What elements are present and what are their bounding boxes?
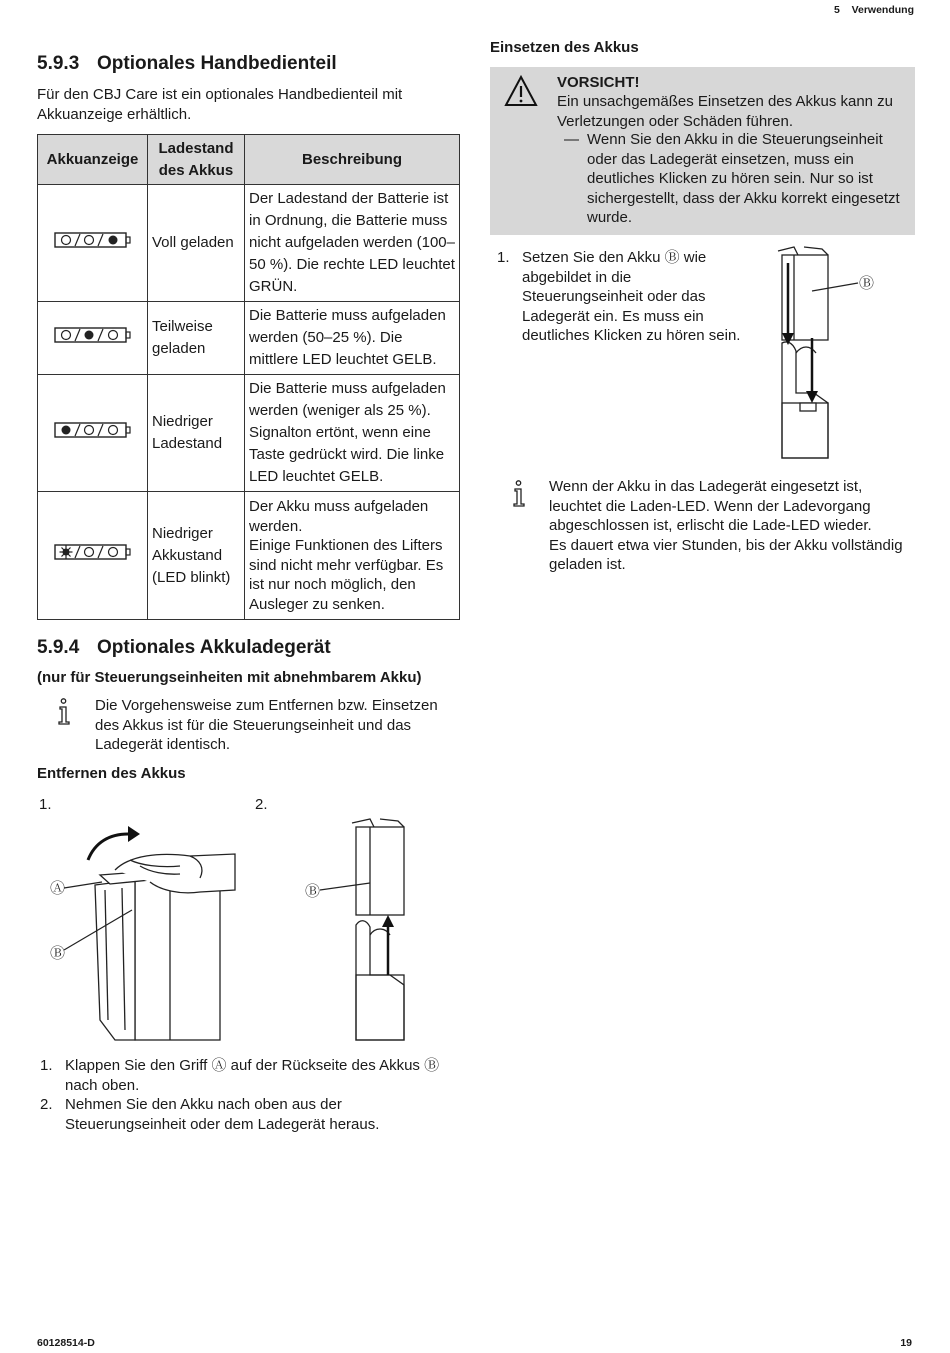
list-item xyxy=(40,1056,440,1095)
list-item xyxy=(40,1095,440,1134)
table-row xyxy=(38,302,460,375)
callout-b: Ⓑ xyxy=(50,945,66,962)
description: Der Ladestand der Batterie ist in Ordnung, die Batterie muss nicht aufgeladen werden (100–50 %). Die rechte LED leuchtet GRÜN. xyxy=(245,185,460,302)
description: Die Batterie muss aufgeladen werden (50–25 %). Die mittlere LED leuchtet GELB. xyxy=(245,302,460,375)
battery-low-icon xyxy=(38,375,148,492)
charge-state: Niedriger Ladestand xyxy=(148,375,245,492)
description: Die Batterie muss aufgeladen werden (weniger als 25 %). Signalton ertönt, wenn eine Taste gedrückt wird. Die linke LED leuchtet GELB. xyxy=(245,375,460,492)
battery-partial-icon xyxy=(38,302,148,375)
remove-steps xyxy=(40,1056,440,1134)
info-icon xyxy=(57,698,73,726)
chapter-number: 5 xyxy=(834,4,840,16)
table-row xyxy=(38,375,460,492)
doc-id: 60128514-D xyxy=(37,1337,95,1349)
insert-heading: Einsetzen des Akkus xyxy=(490,39,639,56)
caution-text: Ein unsachgemäßes Einsetzen des Akkus kann zu Verletzungen oder Schäden führen. xyxy=(557,93,894,130)
col-header: Beschreibung xyxy=(245,135,460,185)
col-header: Ladestand des Akkus xyxy=(148,135,245,185)
insert-steps xyxy=(497,248,747,346)
chapter-title: Verwendung xyxy=(851,4,914,16)
battery-blinking-icon xyxy=(38,492,148,620)
battery-full-icon xyxy=(38,185,148,302)
table-header-row xyxy=(38,135,460,185)
info-icon xyxy=(512,480,528,508)
step-text: Setzen Sie den Akku Ⓑ wie abgebildet in die Steuerungseinheit oder das Ladegerät ein. Es muss ein deutliches Klicken zu hören sein. xyxy=(522,249,741,344)
page-number: 19 xyxy=(900,1337,912,1349)
callout-b: Ⓑ xyxy=(305,883,321,900)
info-text: Wenn der Akku in das Ladegerät eingesetzt ist, leuchtet die Laden-LED. Wenn der Ladevorgang abgeschlossen ist, erlischt die Lade-LED wieder. Es dauert etwa vier Stunden, bis der Akku vollständig geladen ist. xyxy=(549,478,903,573)
step-number: 2. xyxy=(40,1096,53,1113)
step-number: 1. xyxy=(497,249,510,266)
table-row xyxy=(38,185,460,302)
caution-dash: — xyxy=(564,131,579,148)
remove-heading: Entfernen des Akkus xyxy=(37,765,186,782)
step-text: Nehmen Sie den Akku nach oben aus der Steuerungseinheit oder dem Ladegerät heraus. xyxy=(65,1096,380,1133)
caution-bullet: Wenn Sie den Akku in die Steuerungseinheit oder das Ladegerät einsetzen, muss ein deutliches Klicken zu hören sein. Nur so ist sichergestellt, dass der Akku korrekt eingesetzt wurde. xyxy=(587,131,900,226)
description: Der Akku muss aufgeladen werden. Einige Funktionen des Lifters sind nicht mehr verfügbar. Es ist nur noch möglich, den Ausleger zu senken. xyxy=(245,492,460,620)
section-title: Optionales Akkuladegerät xyxy=(97,637,331,658)
section-number: 5.9.4 xyxy=(37,637,80,658)
figure-label: 1. xyxy=(39,796,52,813)
remove-step1-illustration xyxy=(40,820,255,1045)
section-subtitle: (nur für Steuerungseinheiten mit abnehmbarem Akku) xyxy=(37,669,422,686)
col-header: Akkuanzeige xyxy=(38,135,148,185)
step-text: Klappen Sie den Griff Ⓐ auf der Rückseite des Akkus Ⓑ nach oben. xyxy=(65,1057,440,1094)
info-text: Die Vorgehensweise zum Entfernen bzw. Einsetzen des Akkus ist für die Steuerungseinheit und das Ladegerät identisch. xyxy=(95,697,438,753)
callout-a: Ⓐ xyxy=(50,880,66,897)
section-intro: Für den CBJ Care ist ein optionales Handbedienteil mit Akkuanzeige erhältlich. xyxy=(37,86,403,123)
charge-state: Voll geladen xyxy=(148,185,245,302)
callout-b: Ⓑ xyxy=(859,275,875,292)
warning-icon xyxy=(504,75,538,107)
charge-state: Niedriger Akkustand (LED blinkt) xyxy=(148,492,245,620)
caution-box xyxy=(490,67,915,235)
section-heading-594 xyxy=(37,637,331,659)
remove-step2-illustration xyxy=(300,815,420,1045)
figure-label: 2. xyxy=(255,796,268,813)
step-number: 1. xyxy=(40,1057,53,1074)
charge-state: Teilweise geladen xyxy=(148,302,245,375)
section-title: Optionales Handbedienteil xyxy=(97,53,337,74)
list-item xyxy=(497,248,747,346)
section-number: 5.9.3 xyxy=(37,53,80,74)
battery-indicator-table xyxy=(37,134,460,620)
section-heading-593 xyxy=(37,53,337,75)
caution-title: VORSICHT! xyxy=(557,74,640,91)
page-header xyxy=(834,4,914,16)
table-row xyxy=(38,492,460,620)
